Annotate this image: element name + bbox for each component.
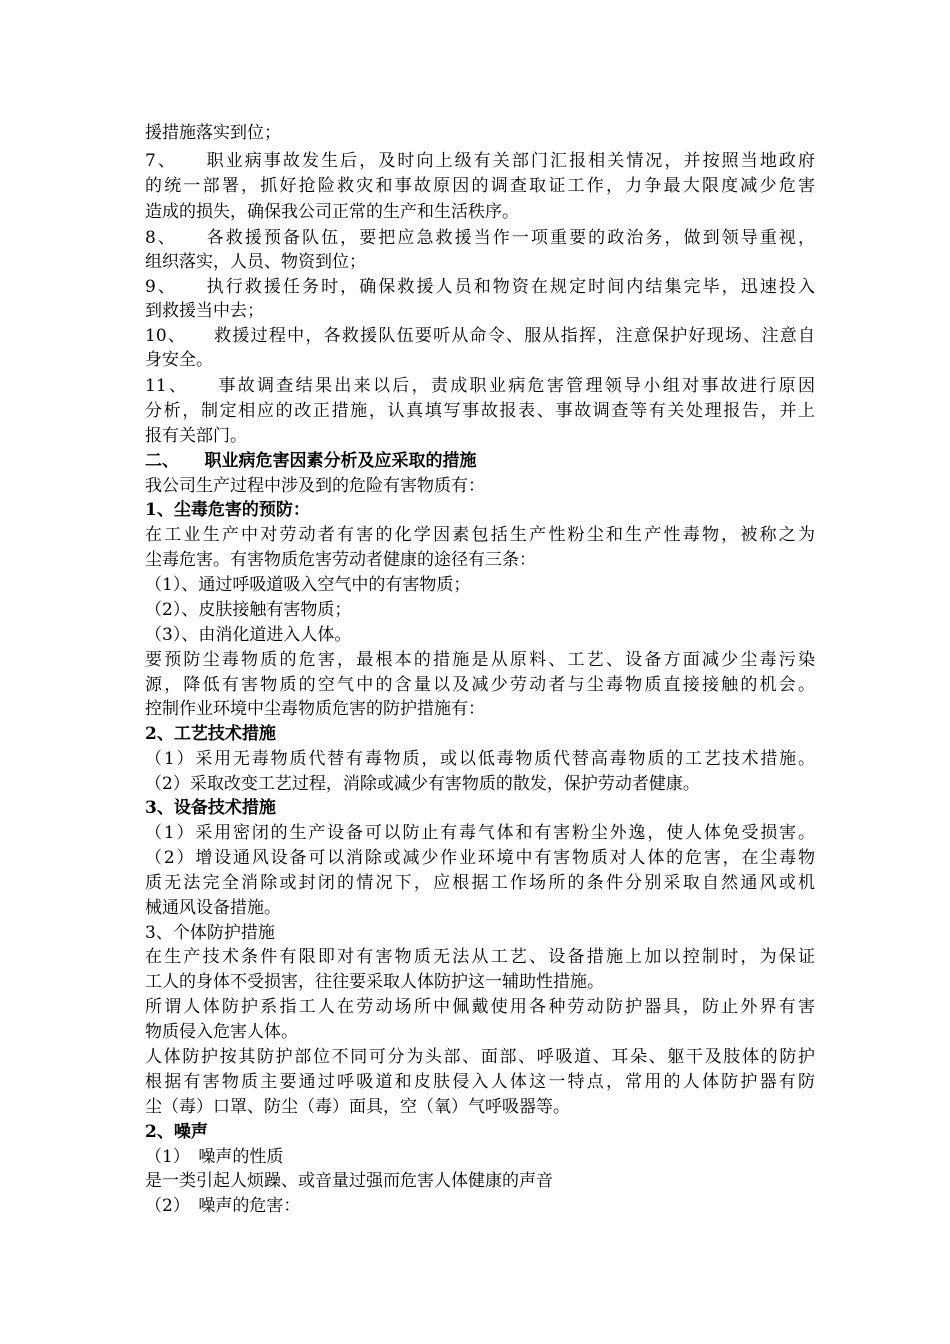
text-line: 报有关部门。 <box>145 426 247 446</box>
text-line: 10、 救援过程中，各救援队伍要听从命令、服从指挥，注意保护好现场、注意自 <box>145 326 815 346</box>
text-line: 械通风设备措施。 <box>145 898 281 918</box>
text-line: 质无法完全消除或封闭的情况下，应根据工作场所的条件分别采取自然通风或机 <box>145 873 815 893</box>
text-line: 工人的身体不受损害，往往要采取人体防护这一辅助性措施。 <box>145 972 604 992</box>
text-line: 尘毒危害。有害物质危害劳动者健康的途径有三条： <box>145 550 536 570</box>
text-line: （1）采用密闭的生产设备可以防止有毒气体和有害粉尘外逸，使人体免受损害。 <box>145 823 815 843</box>
section-heading: 二、 职业病危害因素分析及应采取的措施 <box>145 451 477 471</box>
text-line: 11、 事故调查结果出来以后，责成职业病危害管理领导小组对事故进行原因 <box>145 376 815 396</box>
section-heading: 1、尘毒危害的预防： <box>145 500 310 520</box>
text-line: 3、个体防护措施 <box>145 923 275 943</box>
section-heading: 3、设备技术措施 <box>145 798 276 818</box>
text-line: 的统一部署，抓好抢险救灾和事故原因的调查取证工作，力争最大限度减少危害 <box>145 176 815 196</box>
text-line: 9、 执行救援任务时，确保救援人员和物资在规定时间内结集完毕，迅速投入 <box>145 277 815 297</box>
section-heading: 2、噪声 <box>145 1122 208 1142</box>
text-line: 身安全。 <box>145 350 213 370</box>
text-line: （3）、由消化道进入人体。 <box>145 625 352 645</box>
text-line: 8、 各救援预备队伍，要把应急救援当作一项重要的政治务，做到领导重视， <box>145 228 815 248</box>
text-line: 人体防护按其防护部位不同可分为头部、面部、呼吸道、耳朵、躯干及肢体的防护 <box>145 1047 815 1067</box>
text-line: 7、 职业病事故发生后，及时向上级有关部门汇报相关情况，并按照当地政府 <box>145 151 815 171</box>
section-heading: 2、工艺技术措施 <box>145 724 276 744</box>
text-line: （1） 噪声的性质 <box>145 1147 284 1167</box>
text-line: （1）采用无毒物质代替有毒物质，或以低毒物质代替高毒物质的工艺技术措施。 <box>145 749 815 769</box>
text-line: （2）、皮肤接触有害物质； <box>145 600 352 620</box>
text-line: 在工业生产中对劳动者有害的化学因素包括生产性粉尘和生产性毒物，被称之为 <box>145 525 815 545</box>
text-line: 尘（毒）口罩、防尘（毒）面具，空（氧）气呼吸器等。 <box>145 1097 570 1117</box>
text-line: 援措施落实到位； <box>145 123 281 143</box>
text-line: 在生产技术条件有限即对有害物质无法从工艺、设备措施上加以控制时，为保证 <box>145 947 815 967</box>
text-line: 到救援当中去； <box>145 301 264 321</box>
text-line: 物质侵入危害人体。 <box>145 1022 298 1042</box>
text-line: （2） 噪声的危害： <box>145 1196 301 1216</box>
text-line: 我公司生产过程中涉及到的危险有害物质有： <box>145 476 485 496</box>
text-line: 源，降低有害物质的空气中的含量以及减少劳动者与尘毒物质直接接触的机会。 <box>145 675 815 695</box>
text-line: （2）采取改变工艺过程，消除或减少有害物质的散发，保护劳动者健康。 <box>145 774 700 794</box>
text-line: 要预防尘毒物质的危害，最根本的措施是从原料、工艺、设备方面减少尘毒污染 <box>145 650 815 670</box>
text-line: 根据有害物质主要通过呼吸道和皮肤侵入人体这一特点，常用的人体防护器有防 <box>145 1072 815 1092</box>
text-line: （1）、通过呼吸道吸入空气中的有害物质； <box>145 575 471 595</box>
text-line: 分析，制定相应的改正措施，认真填写事故报表、事故调查等有关处理报告，并上 <box>145 401 815 421</box>
text-line: 控制作业环境中尘毒物质危害的防护措施有： <box>145 699 485 719</box>
text-line: 组织落实，人员、物资到位； <box>145 252 366 272</box>
text-line: 是一类引起人烦躁、或音量过强而危害人体健康的声音 <box>145 1171 553 1191</box>
text-line: 所谓人体防护系指工人在劳动场所中佩戴使用各种劳动防护器具，防止外界有害 <box>145 997 815 1017</box>
text-line: （2）增设通风设备可以消除或减少作业环境中有害物质对人体的危害，在尘毒物 <box>145 848 815 868</box>
text-line: 造成的损失，确保我公司正常的生产和生活秩序。 <box>145 202 519 222</box>
